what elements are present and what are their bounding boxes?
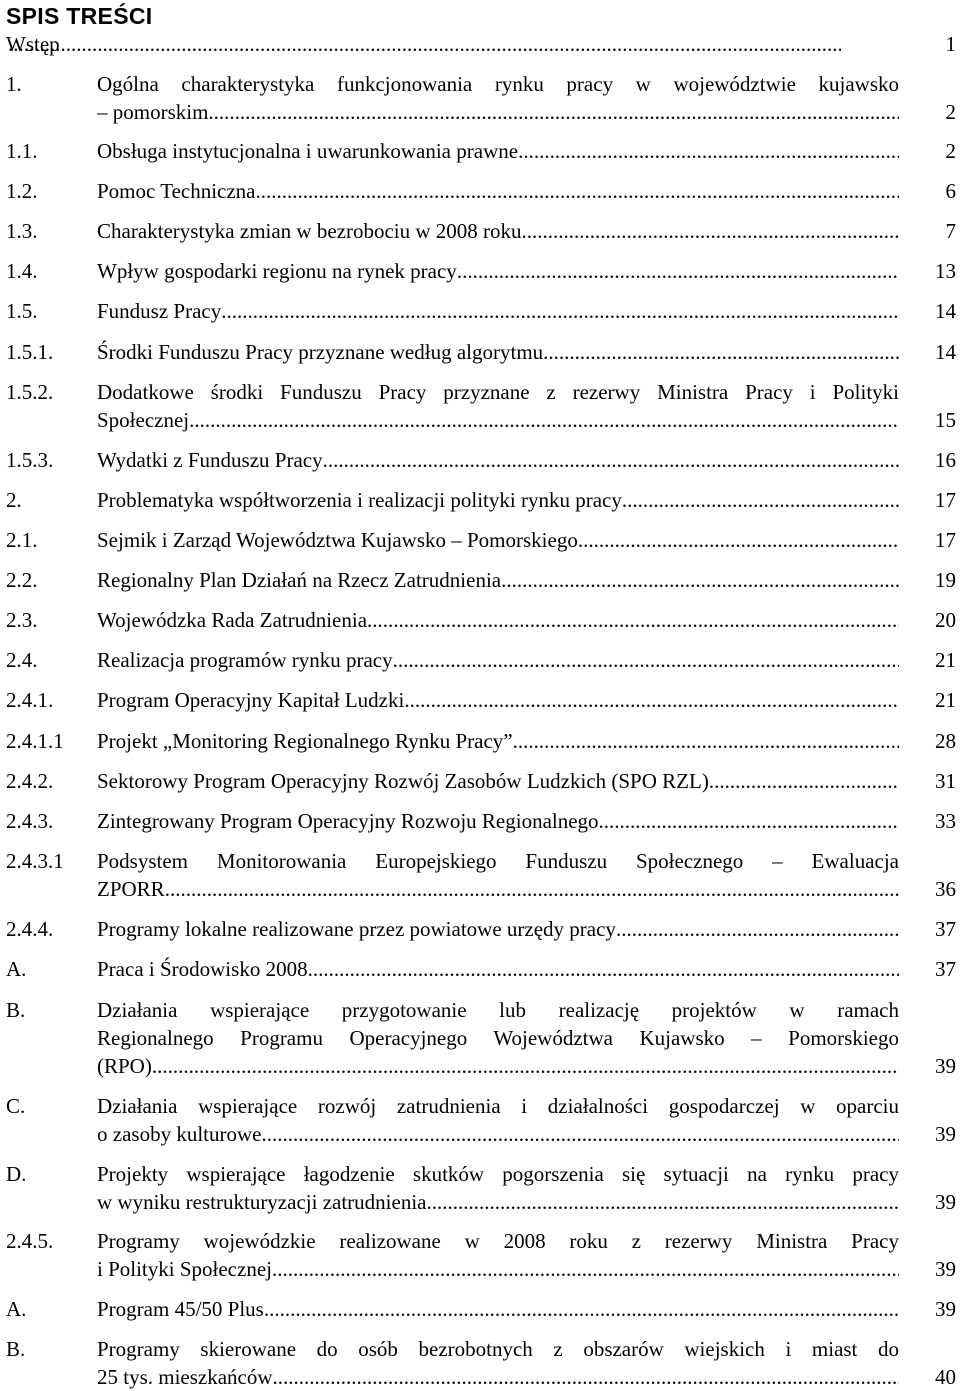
toc-entry-text [97, 767, 899, 795]
toc-entry-number: A. [6, 1297, 27, 1321]
toc-entry-text [97, 526, 899, 554]
toc-entry-page-number: 39 [935, 1190, 956, 1214]
toc-entry-text [97, 338, 899, 366]
toc-entry-line-text: Społecznej [97, 408, 190, 432]
toc-entry-text [97, 378, 899, 434]
dot-leader [622, 486, 899, 514]
toc-entry-number: 2.1. [6, 528, 38, 552]
toc-entry-text [97, 807, 899, 835]
toc-entry-line: Ogólna charakterystyka funkcjonowania rynku pracy w województwie kujawsko [97, 72, 899, 96]
dot-leader [367, 606, 899, 634]
toc-entry-page-number: 31 [935, 769, 956, 793]
toc-entry-text [97, 566, 899, 594]
toc-entry-number: C. [6, 1094, 26, 1118]
toc-entry-line-text: Praca i Środowisko 2008 [97, 957, 308, 981]
toc-entry-line [97, 807, 899, 835]
toc-entry-line [97, 257, 899, 285]
toc-entry-number: 1.3. [6, 219, 38, 243]
dot-leader [543, 338, 899, 366]
toc-entry-page-number: 14 [935, 299, 956, 323]
toc-entry-line [97, 686, 899, 714]
toc-title: SPIS TREŚCI [6, 3, 153, 29]
dot-leader [308, 955, 899, 983]
toc-entry-line [97, 446, 899, 474]
toc-entry-number: 1.5. [6, 299, 38, 323]
dot-leader [261, 1120, 899, 1148]
toc-entry-line-text: Sejmik i Zarząd Województwa Kujawsko – Pomorskiego [97, 528, 578, 552]
toc-entry-number: 1. [6, 72, 22, 96]
toc-entry-page-number: 2 [945, 100, 956, 124]
toc-entry-page-number: 21 [935, 648, 956, 672]
toc-entry-text [97, 1227, 899, 1283]
dot-leader [457, 257, 899, 285]
toc-entry-number: 1.1. [6, 139, 38, 163]
toc-entry-line [97, 217, 899, 245]
toc-entry-number: 2.4.3. [6, 809, 54, 833]
dot-leader [256, 177, 899, 205]
dot-leader [404, 686, 899, 714]
toc-entry-line-text: Sektorowy Program Operacyjny Rozwój Zasobów Ludzkich (SPO RZL) [97, 769, 709, 793]
toc-entry-number: 2.4.2. [6, 769, 54, 793]
toc-entry-page-number: 15 [935, 408, 956, 432]
toc-entry-text [97, 686, 899, 714]
toc-entry-page-number: 39 [935, 1257, 956, 1281]
toc-entry-page-number: 39 [935, 1297, 956, 1321]
dot-leader [152, 1052, 899, 1080]
dot-leader [8, 30, 841, 58]
toc-entry-line [97, 955, 899, 983]
toc-entry-line: Podsystem Monitorowania Europejskiego Funduszu Społecznego – Ewaluacja [97, 849, 899, 873]
toc-entry-line [97, 875, 899, 903]
toc-entry-page-number: 37 [935, 957, 956, 981]
toc-entry-number: 1.4. [6, 259, 38, 283]
dot-leader [189, 406, 899, 434]
dot-leader [393, 646, 899, 674]
toc-entry-text [97, 1335, 899, 1391]
toc-entry-line-text: Pomoc Techniczna [97, 179, 256, 203]
toc-entry-page-number: 39 [935, 1054, 956, 1078]
toc-entry-text [97, 137, 899, 165]
toc-entry-number: 1.2. [6, 179, 38, 203]
toc-entry-line: Programy wojewódzkie realizowane w 2008 roku z rezerwy Ministra Pracy [97, 1229, 899, 1253]
toc-entry-number: 1.5.2. [6, 380, 54, 404]
toc-entry-page-number: 19 [935, 568, 956, 592]
toc-entry-page-number: 20 [935, 608, 956, 632]
toc-entry-text [97, 1295, 899, 1323]
dot-leader [273, 1363, 899, 1391]
toc-entry-line-text: (RPO) [97, 1054, 152, 1078]
toc-entry-line: Działania wspierające przygotowanie lub realizację projektów w ramach [97, 998, 899, 1022]
toc-entry-text [97, 727, 899, 755]
dot-leader [208, 98, 899, 126]
toc-entry-line-text: Projekt „Monitoring Regionalnego Rynku Pracy” [97, 729, 513, 753]
toc-entry-line [97, 727, 899, 755]
toc-entry-line [97, 767, 899, 795]
toc-entry-number: Wstęp [6, 32, 60, 56]
toc-entry-line-text: Problematyka współtworzenia i realizacji polityki rynku pracy [97, 488, 622, 512]
toc-entry-line-text: w wyniku restrukturyzacji zatrudnienia [97, 1190, 427, 1214]
toc-entry-line: Projekty wspierające łagodzenie skutków pogorszenia się sytuacji na rynku pracy [97, 1162, 899, 1186]
toc-entry-line [97, 98, 899, 126]
toc-entry-text [97, 996, 899, 1080]
toc-entry-line-text: Program Operacyjny Kapitał Ludzki [97, 688, 405, 712]
toc-entry-page-number: 1 [945, 32, 956, 56]
toc-entry-page-number: 16 [935, 448, 956, 472]
toc-entry-number: 2.4.3.1 [6, 849, 64, 873]
toc-entry-text [97, 217, 899, 245]
toc-entry-line-text: 25 tys. mieszkańców [97, 1365, 273, 1389]
toc-entry-page-number: 6 [945, 179, 956, 203]
dot-leader [522, 217, 899, 245]
toc-entry-line-text: – pomorskim [97, 100, 209, 124]
dot-leader [323, 446, 899, 474]
toc-entry-page-number: 17 [935, 528, 956, 552]
toc-entry-line-text: Środki Funduszu Pracy przyznane według algorytmu [97, 340, 544, 364]
toc-entry-text [97, 70, 899, 126]
toc-entry-line-text: Fundusz Pracy [97, 299, 222, 323]
toc-entry-line-text: o zasoby kulturowe [97, 1122, 262, 1146]
toc-entry-text [97, 646, 899, 674]
toc-entry-page-number: 36 [935, 877, 956, 901]
dot-leader [578, 526, 899, 554]
toc-entry-line-text: Wpływ gospodarki regionu na rynek pracy [97, 259, 457, 283]
toc-entry-number: 2.4.4. [6, 917, 54, 941]
toc-entry-page-number: 33 [935, 809, 956, 833]
toc-entry-line [97, 486, 899, 514]
toc-entry-line-text: Regionalny Plan Działań na Rzecz Zatrudnienia [97, 568, 502, 592]
dot-leader [616, 915, 899, 943]
toc-entry-line [97, 338, 899, 366]
dot-leader [426, 1188, 899, 1216]
toc-entry-number: 2.2. [6, 568, 38, 592]
toc-entry-line [97, 566, 899, 594]
toc-entry-number: B. [6, 1337, 26, 1361]
toc-entry-line [97, 526, 899, 554]
toc-entry-line-text: Wojewódzka Rada Zatrudnienia [97, 608, 368, 632]
toc-entry-line [97, 1255, 899, 1283]
toc-entry-line [97, 915, 899, 943]
dot-leader [165, 875, 899, 903]
toc-entry-line [97, 137, 899, 165]
toc-entry-page-number: 7 [945, 219, 956, 243]
dot-leader [264, 1295, 899, 1323]
toc-entry-line [97, 406, 899, 434]
toc-entry-page-number: 2 [945, 139, 956, 163]
toc-entry-page-number: 21 [935, 688, 956, 712]
toc-entry-number: D. [6, 1162, 27, 1186]
toc-entry-line [8, 30, 841, 58]
toc-entry-line [97, 1188, 899, 1216]
dot-leader [518, 137, 899, 165]
toc-entry-number: 2.4. [6, 648, 38, 672]
dot-leader [709, 767, 899, 795]
toc-entry-text [97, 297, 899, 325]
toc-entry-line: Regionalnego Programu Operacyjnego Województwa Kujawsko – Pomorskiego [97, 1026, 899, 1050]
toc-entry-page-number: 17 [935, 488, 956, 512]
toc-entry-number: 2. [6, 488, 22, 512]
toc-entry-number: 2.4.5. [6, 1229, 54, 1253]
toc-entry-line [97, 177, 899, 205]
toc-entry-text [97, 177, 899, 205]
toc-entry-number: 2.3. [6, 608, 38, 632]
toc-entry-line-text: ZPORR [97, 877, 165, 901]
toc-entry-line [97, 1120, 899, 1148]
toc-entry-line-text: i Polityki Społecznej [97, 1257, 272, 1281]
toc-entry-text [97, 606, 899, 634]
toc-entry-line-text: Charakterystyka zmian w bezrobociu w 2008 roku [97, 219, 522, 243]
toc-entry-line-text: Wydatki z Funduszu Pracy [97, 448, 323, 472]
toc-entry-text [97, 446, 899, 474]
toc-entry-page-number: 37 [935, 917, 956, 941]
toc-entry-page-number: 40 [935, 1365, 956, 1389]
toc-entry-line [97, 1052, 899, 1080]
toc-entry-line [97, 297, 899, 325]
toc-entry-number: B. [6, 998, 26, 1022]
toc-entry-number: 2.4.1. [6, 688, 54, 712]
toc-entry-text [97, 1092, 899, 1148]
toc-entry-line-text: Zintegrowany Program Operacyjny Rozwoju Regionalnego [97, 809, 599, 833]
toc-entry-line: Działania wspierające rozwój zatrudnienia i działalności gospodarczej w oparciu [97, 1094, 899, 1118]
toc-entry-number: A. [6, 957, 27, 981]
toc-entry-page-number: 28 [935, 729, 956, 753]
toc-entry-line [97, 646, 899, 674]
dot-leader [513, 727, 899, 755]
toc-entry-line: Programy skierowane do osób bezrobotnych z obszarów wiejskich i miast do [97, 1337, 899, 1361]
dot-leader [272, 1255, 899, 1283]
toc-entry-line-text: Program 45/50 Plus [97, 1297, 264, 1321]
dot-leader [599, 807, 899, 835]
toc-entry-page-number: 39 [935, 1122, 956, 1146]
dot-leader [221, 297, 899, 325]
toc-entry-text [8, 30, 841, 58]
toc-entry-page-number: 14 [935, 340, 956, 364]
dot-leader [501, 566, 899, 594]
toc-entry-text [97, 847, 899, 903]
toc-entry-number: 1.5.1. [6, 340, 54, 364]
toc-entry-line: Dodatkowe środki Funduszu Pracy przyznane z rezerwy Ministra Pracy i Polityki [97, 380, 899, 404]
toc-entry-text [97, 955, 899, 983]
toc-entry-line-text: Obsługa instytucjonalna i uwarunkowania prawne [97, 139, 519, 163]
toc-entry-text [97, 915, 899, 943]
toc-entry-text [97, 486, 899, 514]
toc-entry-line [97, 1295, 899, 1323]
toc-entry-line [97, 606, 899, 634]
toc-entry-text [97, 257, 899, 285]
toc-entry-line [97, 1363, 899, 1391]
toc-entry-number: 2.4.1.1 [6, 729, 64, 753]
toc-entry-number: 1.5.3. [6, 448, 54, 472]
toc-entry-line-text: Realizacja programów rynku pracy [97, 648, 393, 672]
toc-entry-text [97, 1160, 899, 1216]
toc-entry-page-number: 13 [935, 259, 956, 283]
toc-entry-line-text: Programy lokalne realizowane przez powiatowe urzędy pracy [97, 917, 616, 941]
